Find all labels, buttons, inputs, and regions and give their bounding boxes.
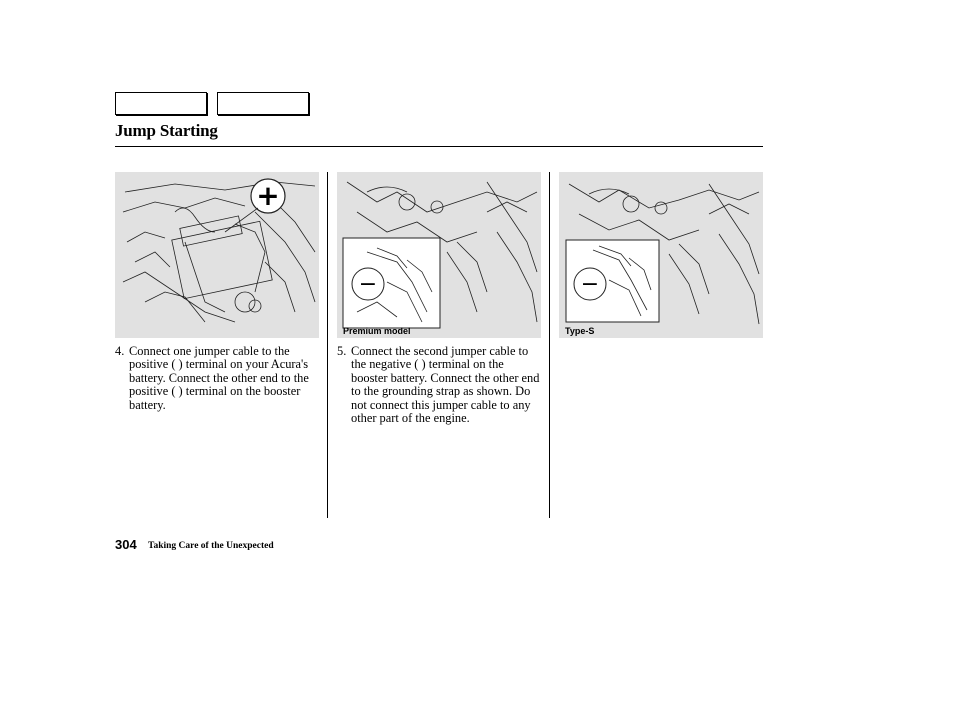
step-number: 4. xyxy=(115,344,125,358)
nav-tab-index[interactable] xyxy=(217,92,309,115)
page-title: Jump Starting xyxy=(115,121,218,140)
column-divider xyxy=(549,172,550,518)
figure-premium-model xyxy=(337,172,541,338)
engine-illustration-type-s xyxy=(559,172,763,338)
plus-symbol: + xyxy=(256,179,280,212)
section-name: Taking Care of the Unexpected xyxy=(148,541,274,551)
minus-symbol: − xyxy=(580,272,600,297)
battery-illustration xyxy=(115,172,319,338)
title-rule xyxy=(115,146,763,147)
figure-caption: Premium model xyxy=(343,326,411,336)
step-number: 5. xyxy=(337,344,347,358)
step-4 xyxy=(115,345,320,412)
column-divider xyxy=(327,172,328,518)
figure-positive-terminal xyxy=(115,172,319,338)
figure-caption: Type-S xyxy=(565,326,595,336)
step-5 xyxy=(337,345,542,425)
nav-tab-contents[interactable] xyxy=(115,92,207,115)
step-text: Connect one jumper cable to the positive ( ) terminal on your Acura's battery. Connect the other end to the positive ( ) terminal on the booster battery. xyxy=(129,344,309,412)
minus-symbol: − xyxy=(358,272,378,297)
engine-illustration-premium xyxy=(337,172,541,338)
step-text: Connect the second jumper cable to the negative ( ) terminal on the booster battery. Connect the other end to the grounding strap as shown. Do not connect this jumper cable to any other part of the engine. xyxy=(351,344,540,426)
figure-type-s xyxy=(559,172,763,338)
page-number: 304 xyxy=(115,537,137,552)
